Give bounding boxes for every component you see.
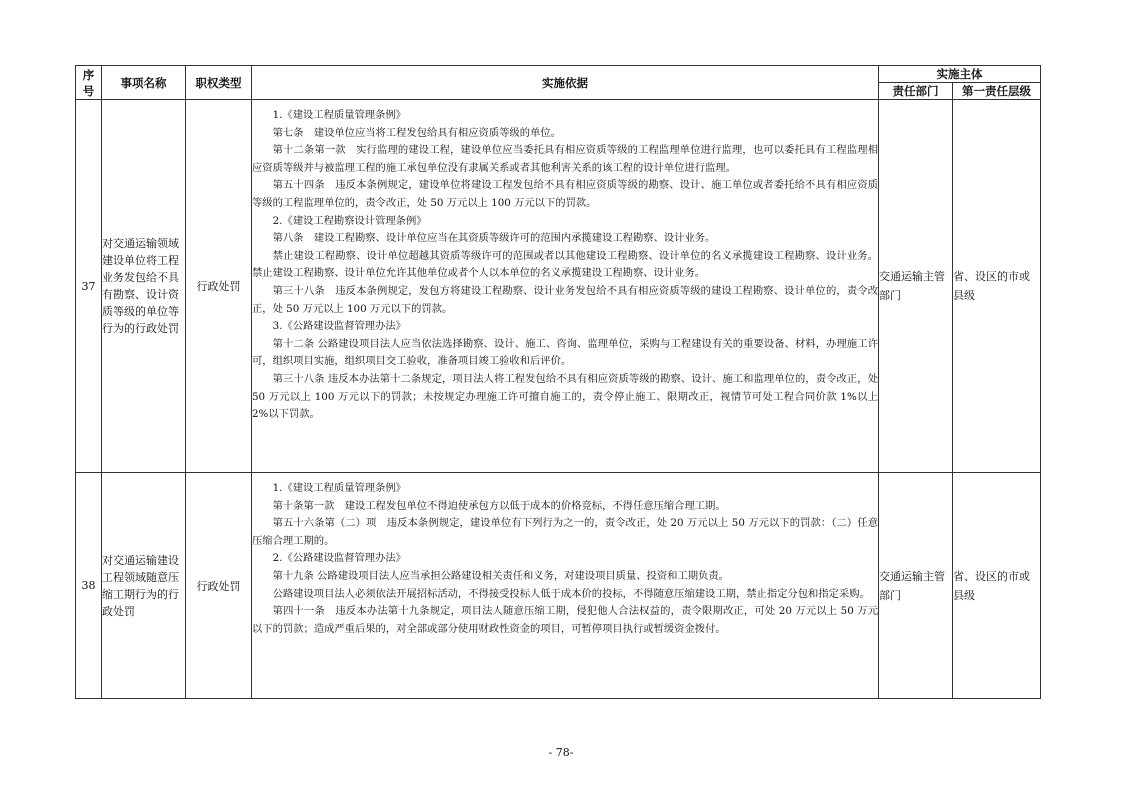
row-authority-type: 行政处罚 — [186, 473, 252, 699]
basis-paragraph: 1.《建设工程质量管理条例》 — [272, 109, 406, 121]
basis-paragraph: 第三十八条 违反本条例规定，发包方将建设工程勘察、设计业务发包给不具有相应资质等级的建设工程勘察、设计单位的，责令改正，处 50 万元以上 100 万元以下的罚款。 — [252, 284, 878, 315]
row-item-name: 对交通运输领域建设单位将工程业务发包给不具有勘察、设计资质等级的单位等行为的行政处罚 — [102, 100, 186, 473]
basis-paragraph: 第十二条 公路建设项目法人应当依法选择勘察、设计、施工、咨询、监理单位，采购与工程建设有关的重要设备、材料，办理施工许可，组织项目实施，组织项目交工验收，准备项目竣工验收和后评价。 — [252, 337, 878, 368]
row-responsible-dept: 交通运输主管部门 — [879, 100, 953, 473]
row-basis — [252, 473, 879, 699]
basis-paragraph: 2.《公路建设监督管理办法》 — [272, 552, 406, 565]
row-seq: 37 — [76, 100, 102, 473]
page-number: - 78- — [548, 746, 574, 759]
row-seq: 38 — [76, 473, 102, 699]
basis-paragraph: 第七条 建设单位应当将工程发包给具有相应资质等级的单位。 — [272, 126, 561, 139]
basis-paragraph: 第八条 建设工程勘察、设计单位应当在其资质等级许可的范围内承揽建设工程勘察、设计业务。 — [272, 232, 716, 245]
basis-paragraph: 1.《建设工程质量管理条例》 — [272, 482, 406, 494]
basis-paragraph: 第五十六条第（二）项 违反本条例规定，建设单位有下列行为之一的，责令改正，处 20 万元以上 50 万元以下的罚款：（二）任意压缩合理工期的。 — [252, 517, 878, 547]
basis-paragraph: 第十条第一款 建设工程发包单位不得迫使承包方以低于成本的价格竞标，不得任意压缩合理工期。 — [272, 499, 726, 512]
header-first-level: 第一责任层级 — [953, 83, 1041, 100]
authority-table — [75, 65, 1041, 699]
header-item-name: 事项名称 — [102, 66, 186, 100]
row-responsible-dept: 交通运输主管部门 — [879, 473, 953, 699]
table-row — [76, 100, 1041, 473]
basis-paragraph: 禁止建设工程勘察、设计单位超越其资质等级许可的范围或者以其他建设工程勘察、设计单位的名义承揽建设工程勘察、设计业务。禁止建设工程勘察、设计单位允许其他单位或者个人以本单位的名义承揽建设工程勘察、设计业务。 — [252, 249, 878, 280]
basis-paragraph: 第十九条 公路建设项目法人应当承担公路建设相关责任和义务，对建设项目质量、投资和工期负责。 — [272, 569, 729, 582]
basis-paragraph: 2.《建设工程勘察设计管理条例》 — [272, 214, 427, 227]
row-authority-type: 行政处罚 — [186, 100, 252, 473]
basis-paragraph: 公路建设项目法人必须依法开展招标活动，不得接受投标人低于成本价的投标，不得随意压缩建设工期，禁止指定分包和指定采购。 — [272, 587, 870, 600]
header-responsible-dept: 责任部门 — [879, 83, 953, 100]
header-authority-type: 职权类型 — [186, 66, 252, 100]
basis-paragraph: 第三十八条 违反本办法第十二条规定，项目法人将工程发包给不具有相应资质等级的勘察、设计、施工和监理单位的，责令改正，处 50 万元以上 100 万元以下的罚款；未按规定办理施工许可擅自施工的，责令停止施工、限期改正，视情节可处工程合同价款 1%以上 2%以下罚款。 — [252, 372, 878, 421]
header-implementing-subject: 实施主体 — [879, 66, 1041, 83]
basis-paragraph: 第十二条第一款 实行监理的建设工程，建设单位应当委托具有相应资质等级的工程监理单位进行监理，也可以委托具有工程监理相应资质等级并与被监理工程的施工承包单位没有隶属关系或者其他利害关系的该工程的设计单位进行监理。 — [252, 144, 878, 174]
basis-paragraph: 第五十四条 违反本条例规定，建设单位将建设工程发包给不具有相应资质等级的勘察、设计、施工单位或者委托给不具有相应资质等级的工程监理单位的，责令改正，处 50 万元以上 100 万元以下的罚款。 — [252, 179, 878, 209]
header-row-1 — [76, 66, 1041, 83]
basis-paragraph: 3.《公路建设监督管理办法》 — [272, 320, 406, 333]
row-first-level: 省、设区的市或县级 — [953, 473, 1041, 699]
row-basis — [252, 100, 879, 473]
row-item-name: 对交通运输建设工程领域随意压缩工期行为的行政处罚 — [102, 473, 186, 699]
row-first-level: 省、设区的市或县级 — [953, 100, 1041, 473]
header-basis: 实施依据 — [252, 66, 879, 100]
table-row — [76, 473, 1041, 699]
header-seq: 序号 — [76, 66, 102, 100]
basis-paragraph: 第四十一条 违反本办法第十九条规定，项目法人随意压缩工期，侵犯他人合法权益的，责令限期改正，可处 20 万元以上 50 万元以下的罚款；造成严重后果的，对全部或部分使用财政性资金的项目，可暂停项目执行或暂缓资金拨付。 — [252, 605, 878, 635]
